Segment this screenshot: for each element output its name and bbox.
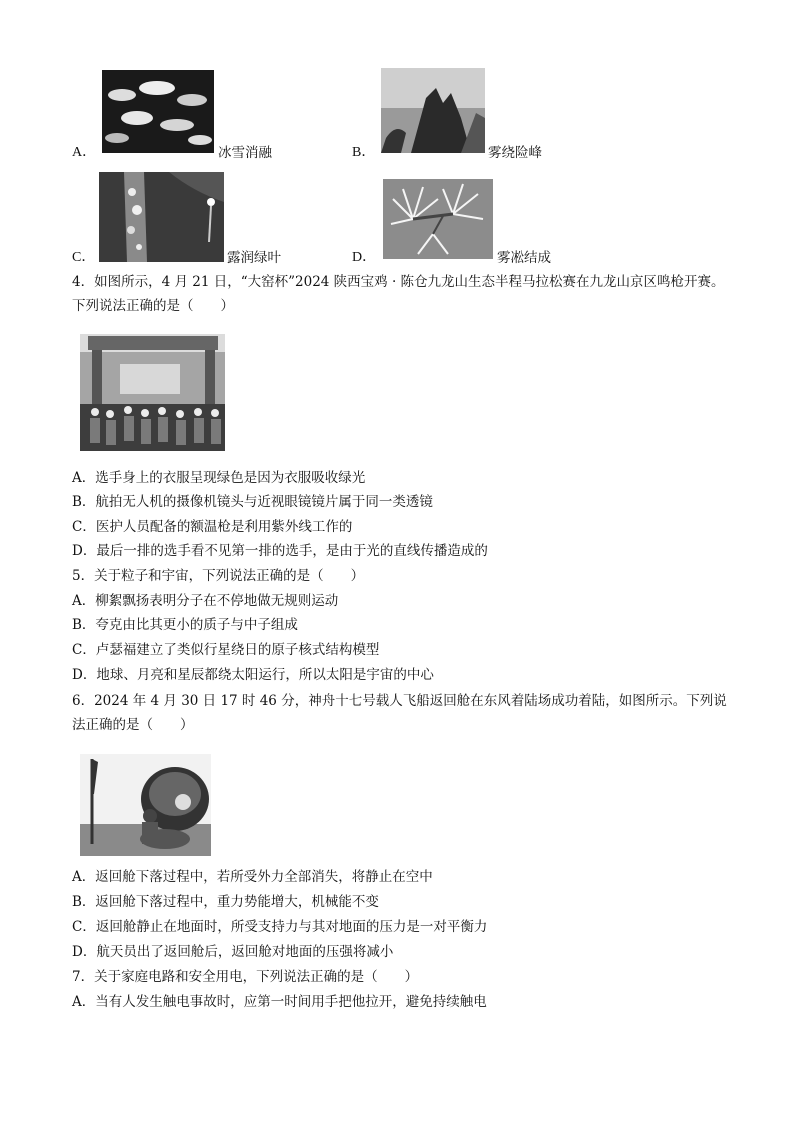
q5-option-d: D．地球、月亮和星辰都绕太阳运行，所以太阳是宇宙的中心 [72, 667, 434, 683]
q6-option-b: B．返回舱下落过程中，重力势能增大，机械能不变 [72, 894, 379, 910]
option-a-caption: 冰雪消融 [218, 145, 272, 161]
option-b-letter: B． [352, 145, 376, 160]
q5-option-a: A．柳絮飘扬表明分子在不停地做无规则运动 [72, 593, 339, 609]
ice-melting-photo [102, 70, 214, 153]
rime-frost-photo [383, 179, 493, 259]
option-b-caption: 雾绕险峰 [488, 145, 542, 161]
q6-stem-line1: 6．2024 年 4 月 30 日 17 时 46 分，神舟十七号载人飞船返回舱在东风着陆场成功着陆，如图所示。下列说 [72, 693, 727, 709]
return-capsule-photo [80, 754, 211, 856]
q6-stem-line2: 法正确的是（ ） [72, 717, 194, 733]
q5-stem: 5．关于粒子和宇宙，下列说法正确的是（ ） [72, 568, 365, 584]
q4-stem-line2: 下列说法正确的是（ ） [72, 298, 234, 314]
option-c-caption: 露润绿叶 [227, 250, 281, 266]
dew-leaf-photo [99, 172, 224, 262]
marathon-start-photo [80, 334, 225, 451]
fog-peak-photo [381, 68, 485, 153]
q4-option-c: C．医护人员配备的额温枪是利用紫外线工作的 [72, 519, 353, 535]
q7-option-a: A．当有人发生触电事故时，应第一时间用手把他拉开，避免持续触电 [72, 994, 487, 1010]
q7-stem: 7．关于家庭电路和安全用电，下列说法正确的是（ ） [72, 969, 419, 985]
q5-option-c: C．卢瑟福建立了类似行星绕日的原子核式结构模型 [72, 642, 380, 658]
option-d-letter: D． [352, 250, 377, 265]
q4-option-d: D．最后一排的选手看不见第一排的选手，是由于光的直线传播造成的 [72, 543, 488, 559]
q6-option-c: C．返回舱静止在地面时，所受支持力与其对地面的压力是一对平衡力 [72, 919, 488, 935]
q4-stem-line1: 4．如图所示，4 月 21 日，“大窑杯”2024 陕西宝鸡 · 陈仓九龙山生态半程马拉松赛在九龙山京区鸣枪开赛。 [72, 274, 725, 290]
option-a-letter: A． [72, 145, 97, 160]
q5-option-b: B．夸克由比其更小的质子与中子组成 [72, 617, 298, 633]
q6-option-d: D．航天员出了返回舱后，返回舱对地面的压强将减小 [72, 944, 394, 960]
option-d-caption: 雾凇结成 [497, 250, 551, 266]
q4-option-a: A．选手身上的衣服呈现绿色是因为衣服吸收绿光 [72, 470, 366, 486]
option-c-letter: C． [72, 250, 96, 265]
q6-option-a: A．返回舱下落过程中，若所受外力全部消失，将静止在空中 [72, 869, 433, 885]
q4-option-b: B．航拍无人机的摄像机镜头与近视眼镜镜片属于同一类透镜 [72, 494, 433, 510]
